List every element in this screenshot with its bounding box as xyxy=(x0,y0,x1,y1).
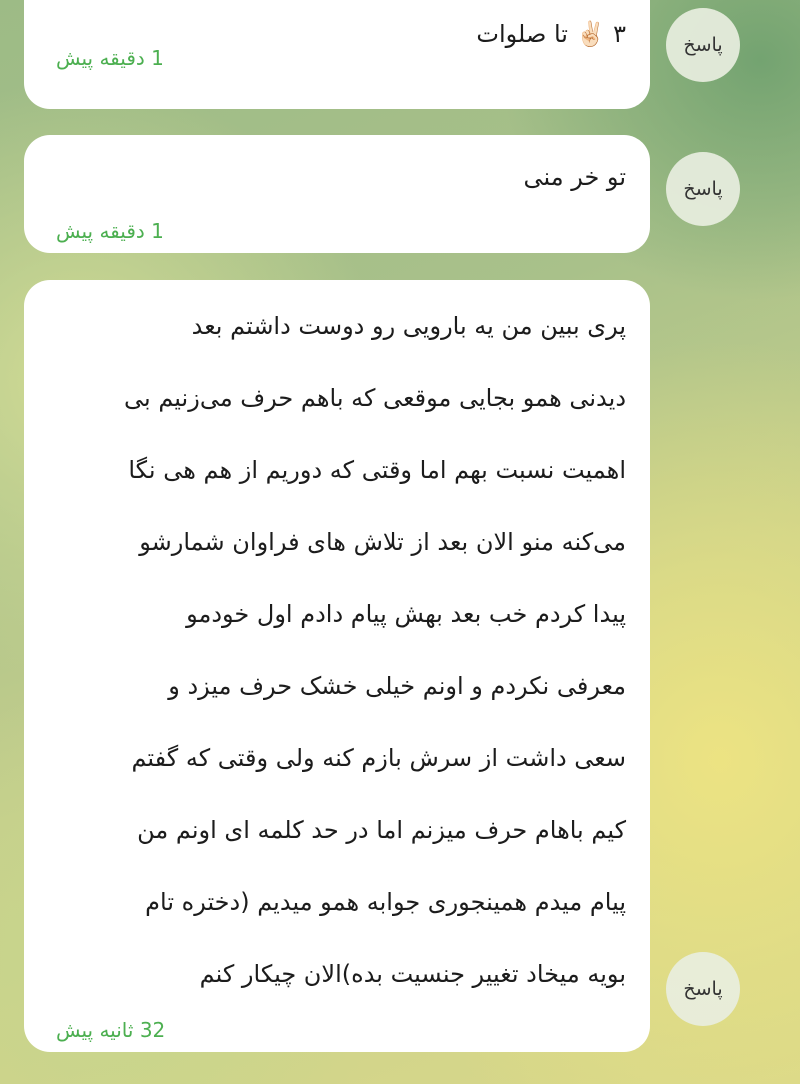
message-text: تو خر منی xyxy=(523,163,626,191)
message-line: می‌کنه منو الان بعد از تلاش های فراوان شمارشو xyxy=(139,528,626,556)
message-line: کیم باهام حرف میزنم اما در حد کلمه ای اونم من xyxy=(137,816,626,844)
message-line: پیام میدم همینجوری جوابه همو میدیم (دختره تام xyxy=(145,888,626,916)
message-timestamp: 32 ثانیه پیش xyxy=(56,1018,166,1042)
message-line: معرفی نکردم و اونم خیلی خشک حرف میزد و xyxy=(168,672,626,700)
message-timestamp: 1 دقیقه پیش xyxy=(56,219,164,243)
message-line: بویه میخاد تغییر جنسیت بده)الان چیکار کنم xyxy=(199,960,626,988)
reply-button[interactable]: پاسخ xyxy=(666,8,740,82)
message-bubble xyxy=(24,280,650,1052)
message-line: پری ببین من یه بارویی رو دوست داشتم بعد xyxy=(191,312,626,340)
message-line: دیدنی همو بجایی موقعی که باهم حرف می‌زنیم بی xyxy=(124,384,626,412)
message-bubble xyxy=(24,0,650,109)
reply-button[interactable]: پاسخ xyxy=(666,152,740,226)
message-line: سعی داشت از سرش بازم کنه ولی وقتی که گفتم xyxy=(131,744,626,772)
message-line: پیدا کردم خب بعد بهش پیام دادم اول خودمو xyxy=(186,600,626,628)
reply-button[interactable]: پاسخ xyxy=(666,952,740,1026)
message-bubble xyxy=(24,135,650,253)
message-text xyxy=(48,290,626,1010)
message-line: اهمیت نسبت بهم اما وقتی که دوریم از هم هی نگا xyxy=(128,456,626,484)
message-text: ۳ ✌🏻 تا صلوات xyxy=(476,20,626,48)
message-timestamp: 1 دقیقه پیش xyxy=(56,46,164,70)
